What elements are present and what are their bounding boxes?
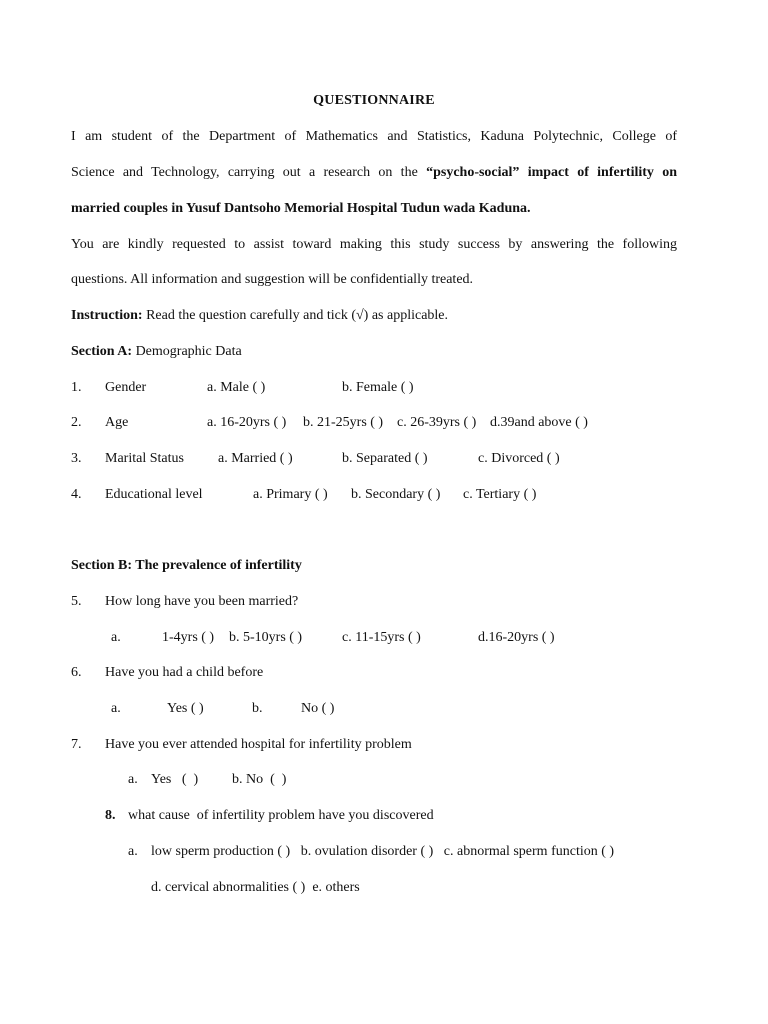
request-line-1: You are kindly requested to assist toward making this study success by answering the following xyxy=(71,237,677,252)
option-1-4yrs[interactable]: 1-4yrs ( ) xyxy=(162,630,215,645)
option-age-a[interactable]: a. 16-20yrs ( ) xyxy=(207,415,287,430)
request-line-2: questions. All information and suggestion will be confidentially treated. xyxy=(71,272,474,287)
instruction xyxy=(71,308,448,324)
question-number: 3. xyxy=(71,451,82,466)
options-line-2[interactable]: d. cervical abnormalities ( ) e. others xyxy=(151,880,360,895)
intro-line-2 xyxy=(71,155,677,191)
question-text: Have you had a child before xyxy=(105,665,264,680)
option-11-15yrs[interactable]: c. 11-15yrs ( ) xyxy=(342,630,421,645)
option-letter: a. xyxy=(111,701,121,716)
intro-line-3-bold: married couples in Yusuf Dantsoho Memorial Hospital Tudun wada Kaduna. xyxy=(71,201,531,216)
option-age-b[interactable]: b. 21-25yrs ( ) xyxy=(303,415,384,430)
question-number: 1. xyxy=(71,380,82,395)
option-letter: a. xyxy=(128,844,138,859)
question-text: what cause of infertility problem have you discovered xyxy=(128,808,434,823)
option-age-c[interactable]: c. 26-39yrs ( ) xyxy=(397,415,477,430)
page-title: QUESTIONNAIRE xyxy=(313,93,435,108)
option-yes[interactable]: Yes ( ) xyxy=(167,701,204,716)
intro-line-2-text: Science and Technology, carrying out a research on the xyxy=(71,165,427,180)
question-number: 6. xyxy=(71,665,82,680)
question-number: 5. xyxy=(71,594,82,609)
option-female[interactable]: b. Female ( ) xyxy=(342,380,414,395)
section-a-text: Demographic Data xyxy=(132,344,242,359)
option-secondary[interactable]: b. Secondary ( ) xyxy=(351,487,441,502)
option-tertiary[interactable]: c. Tertiary ( ) xyxy=(463,487,537,502)
question-text: How long have you been married? xyxy=(105,594,299,609)
option-age-d[interactable]: d.39and above ( ) xyxy=(490,415,588,430)
question-number: 2. xyxy=(71,415,82,430)
question-number: 4. xyxy=(71,487,82,502)
section-a-label: Section A: xyxy=(71,344,133,359)
option-letter: a. xyxy=(128,772,138,787)
option-divorced[interactable]: c. Divorced ( ) xyxy=(478,451,560,466)
question-number: 8. xyxy=(105,808,116,823)
option-male[interactable]: a. Male ( ) xyxy=(207,380,266,395)
question-text: Have you ever attended hospital for infertility problem xyxy=(105,737,412,752)
intro-line-2-bold: “psycho-social” impact of infertility on xyxy=(426,165,678,180)
section-b-text: The prevalence of infertility xyxy=(132,558,302,573)
option-yes[interactable]: Yes ( ) xyxy=(151,772,199,787)
question-label: Gender xyxy=(105,380,147,395)
intro-line-1: I am student of the Department of Mathematics and Statistics, Kaduna Polytechnic, College of xyxy=(71,129,677,144)
instruction-label: Instruction: xyxy=(71,308,143,323)
section-b-label: Section B: xyxy=(71,558,133,573)
option-no[interactable]: b. No ( ) xyxy=(232,772,287,787)
option-5-10yrs[interactable]: b. 5-10yrs ( ) xyxy=(229,630,303,645)
question-label: Marital Status xyxy=(105,451,184,466)
question-label: Age xyxy=(105,415,129,430)
option-16-20yrs[interactable]: d.16-20yrs ( ) xyxy=(478,630,555,645)
section-a-heading xyxy=(71,344,242,360)
instruction-text: Read the question carefully and tick (√) as applicable. xyxy=(142,308,449,323)
intro-line-3 xyxy=(71,191,677,227)
option-married[interactable]: a. Married ( ) xyxy=(218,451,293,466)
option-no[interactable]: No ( ) xyxy=(301,701,335,716)
section-b-heading xyxy=(71,558,302,574)
option-letter: b. xyxy=(252,701,263,716)
question-number: 7. xyxy=(71,737,82,752)
option-separated[interactable]: b. Separated ( ) xyxy=(342,451,428,466)
option-primary[interactable]: a. Primary ( ) xyxy=(253,487,328,502)
options-line-1[interactable]: low sperm production ( ) b. ovulation disorder ( ) c. abnormal sperm function ( ) xyxy=(151,844,615,859)
question-label: Educational level xyxy=(105,487,203,502)
option-letter: a. xyxy=(111,630,121,645)
